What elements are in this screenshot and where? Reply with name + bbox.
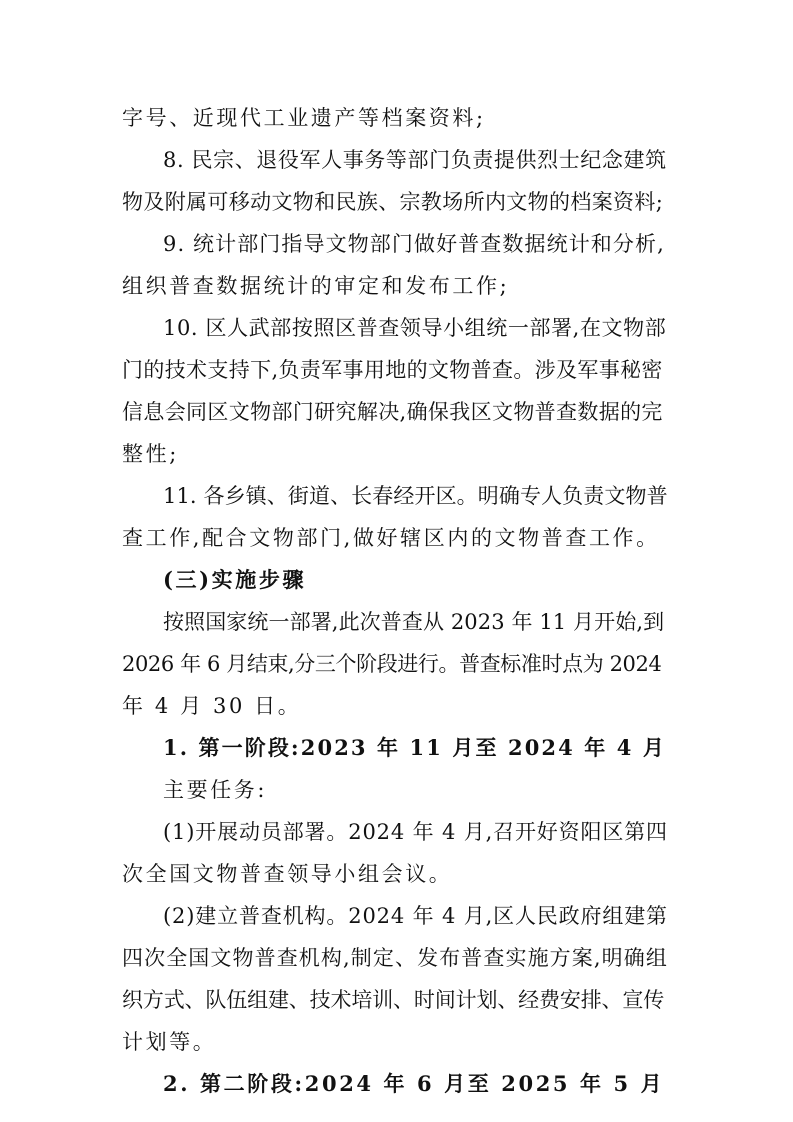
task-1-line-2: 次全国文物普查领导小组会议。: [122, 862, 453, 886]
paragraph-7-continuation: 字号、近现代工业遗产等档案资料;: [122, 106, 486, 130]
item-10-line-4: 整性;: [122, 442, 179, 466]
item-10-line-3: 信息会同区文物部门研究解决,确保我区文物普查数据的完: [122, 400, 663, 424]
main-tasks-label: 主要任务:: [163, 778, 268, 802]
intro-paragraph-line-2: 2026 年 6 月结束,分三个阶段进行。普查标准时点为 2024: [122, 652, 662, 676]
task-2-line-1: (2)建立普查机构。2024 年 4 月,区人民政府组建第: [163, 904, 668, 928]
task-1-line-1: (1)开展动员部署。2024 年 4 月,召开好资阳区第四: [163, 820, 668, 844]
item-8-line-1: 8. 民宗、退役军人事务等部门负责提供烈士纪念建筑: [163, 148, 667, 172]
intro-paragraph-line-3: 年 4 月 30 日。: [122, 694, 302, 718]
task-2-line-3: 织方式、队伍组建、技术培训、时间计划、经费安排、宣传: [122, 988, 665, 1012]
phase-2-heading: 2. 第二阶段:2024 年 6 月至 2025 年 5 月: [163, 1071, 665, 1096]
phase-1-heading: 1. 第一阶段:2023 年 11 月至 2024 年 4 月: [163, 735, 666, 760]
item-11-line-1: 11. 各乡镇、街道、长春经开区。明确专人负责文物普: [163, 484, 668, 508]
section-heading-implementation-steps: (三)实施步骤: [163, 567, 307, 592]
item-9-line-2: 组织普查数据统计的审定和发布工作;: [122, 274, 510, 298]
intro-paragraph-line-1: 按照国家统一部署,此次普查从 2023 年 11 月开始,到: [163, 610, 665, 634]
task-2-line-2: 四次全国文物普查机构,制定、发布普查实施方案,明确组: [122, 946, 668, 970]
item-10-line-2: 门的技术支持下,负责军事用地的文物普查。涉及军事秘密: [122, 358, 663, 382]
task-2-line-4: 计划等。: [122, 1030, 217, 1054]
item-8-line-2: 物及附属可移动文物和民族、宗教场所内文物的档案资料;: [122, 190, 664, 214]
item-9-line-1: 9. 统计部门指导文物部门做好普查数据统计和分析,: [163, 232, 665, 256]
item-10-line-1: 10. 区人武部按照区普查领导小组统一部署,在文物部: [163, 316, 667, 340]
item-11-line-2: 查工作,配合文物部门,做好辖区内的文物普查工作。: [122, 526, 660, 550]
